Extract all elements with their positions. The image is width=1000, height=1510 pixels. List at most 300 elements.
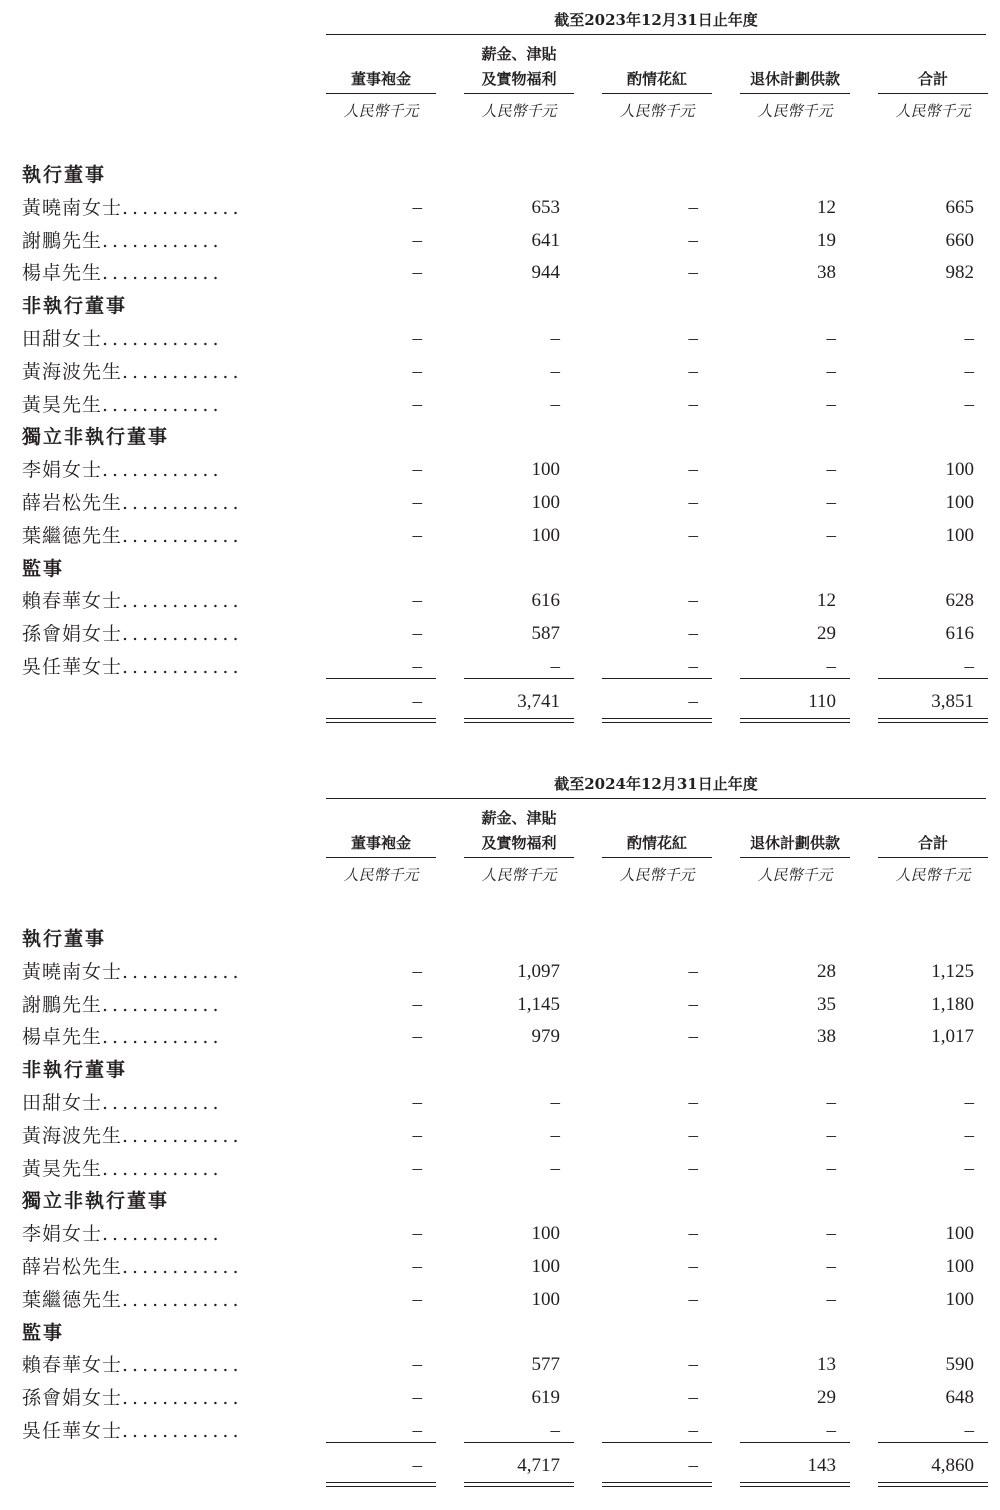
value-cell: –	[412, 328, 422, 349]
section-title: 執行董事	[22, 928, 107, 950]
value-cell: –	[688, 196, 698, 218]
total-cell: 143	[807, 1455, 836, 1476]
column-header-line2: 董事袍金	[350, 70, 411, 88]
value-cell: –	[688, 492, 698, 513]
value-cell: 12	[817, 196, 836, 218]
leader-dots: ............	[102, 262, 223, 285]
director-name: 黃曉南女士	[22, 960, 123, 983]
total-cell: –	[688, 1455, 698, 1476]
value-cell: 100	[531, 459, 560, 481]
value-cell: –	[964, 328, 974, 349]
value-cell: –	[688, 1223, 698, 1245]
value-cell: 12	[817, 590, 836, 612]
table-row	[0, 1122, 1000, 1150]
table-row	[0, 358, 1000, 386]
value-cell: –	[412, 960, 422, 982]
row-label	[22, 456, 290, 484]
value-cell: 628	[945, 590, 974, 612]
total-double-rule	[464, 718, 574, 723]
column-header-rule	[878, 857, 988, 858]
leader-dots: ............	[122, 492, 243, 514]
column-unit: 人民幣千元	[757, 866, 833, 884]
value-cell: –	[412, 1354, 422, 1376]
value-cell: 35	[817, 993, 836, 1015]
value-cell: –	[688, 656, 698, 677]
column-header	[326, 40, 436, 92]
period-heading: 截至2023年12月31日止年度	[554, 11, 758, 29]
value-cell: 1,097	[517, 960, 560, 982]
value-cell: –	[826, 1420, 836, 1441]
column-unit: 人民幣千元	[481, 102, 557, 120]
value-cell: –	[688, 393, 698, 415]
value-cell: –	[688, 262, 698, 284]
row-label	[22, 1155, 290, 1183]
value-cell: –	[826, 1256, 836, 1277]
value-cell: 19	[817, 229, 836, 251]
column-header-line2: 及實物福利	[481, 70, 557, 88]
column-unit: 人民幣千元	[757, 102, 833, 120]
value-cell: 100	[531, 1288, 560, 1310]
total-double-rule	[878, 1482, 988, 1487]
row-label	[22, 391, 290, 419]
row-label	[22, 1089, 290, 1117]
value-cell: –	[412, 1157, 422, 1179]
value-cell: –	[688, 328, 698, 349]
column-header-line2: 酌情花紅	[626, 70, 687, 88]
column-header-rule	[326, 93, 436, 94]
column-unit: 人民幣千元	[343, 866, 419, 884]
director-name: 葉繼德先生	[22, 1288, 123, 1311]
value-cell: –	[412, 1288, 422, 1310]
total-cell: 3,851	[931, 691, 974, 712]
value-cell: –	[550, 360, 560, 382]
column-header-line2: 酌情花紅	[626, 834, 687, 852]
column-header	[464, 40, 574, 92]
table-row	[0, 587, 1000, 615]
value-cell: 619	[531, 1387, 560, 1409]
row-label	[22, 1417, 290, 1445]
section-title: 監事	[22, 557, 65, 580]
subtotal-rule	[878, 1442, 988, 1443]
table-row	[0, 620, 1000, 648]
total-double-rule	[740, 1482, 850, 1487]
value-cell: –	[412, 656, 422, 677]
table-row	[0, 325, 1000, 353]
leader-dots: ............	[122, 1288, 243, 1311]
section-title: 非執行董事	[22, 295, 128, 318]
value-cell: –	[550, 393, 560, 415]
director-name: 賴春華女士	[22, 590, 123, 613]
director-name: 李娟女士	[22, 459, 103, 482]
value-cell: –	[688, 1288, 698, 1310]
value-cell: –	[826, 360, 836, 382]
value-cell: 38	[817, 262, 836, 284]
subtotal-rule	[602, 1442, 712, 1443]
row-label	[22, 1351, 290, 1379]
value-cell: –	[412, 1387, 422, 1409]
value-cell: 28	[817, 960, 836, 982]
table-row	[0, 1220, 1000, 1248]
director-name: 吳任華女士	[22, 1420, 123, 1442]
row-label	[22, 587, 290, 615]
value-cell: 641	[531, 229, 560, 251]
value-cell: –	[412, 229, 422, 251]
value-cell: –	[688, 524, 698, 546]
total-cell: –	[412, 1455, 422, 1476]
subtotal-rule	[464, 1442, 574, 1443]
value-cell: –	[688, 229, 698, 251]
column-unit: 人民幣千元	[481, 866, 557, 884]
leader-dots: ............	[122, 1124, 243, 1147]
value-cell: –	[412, 1420, 422, 1441]
total-double-rule	[740, 718, 850, 723]
value-cell: –	[826, 328, 836, 349]
value-cell: –	[412, 1092, 422, 1113]
leader-dots: ............	[122, 1354, 243, 1377]
total-double-rule	[326, 1482, 436, 1487]
column-header-rule	[602, 93, 712, 94]
value-cell: –	[964, 1092, 974, 1113]
director-name: 孫會娟女士	[22, 623, 123, 646]
value-cell: –	[412, 196, 422, 218]
table-row	[0, 391, 1000, 419]
column-header-rule	[602, 857, 712, 858]
table-row	[0, 1417, 1000, 1445]
value-cell: 1,145	[517, 993, 560, 1015]
column-header-rule	[326, 857, 436, 858]
column-header	[326, 804, 436, 856]
subtotal-rule	[326, 1442, 436, 1443]
column-header-line2: 合計	[917, 834, 948, 852]
row-label	[22, 958, 290, 986]
value-cell: –	[826, 1092, 836, 1113]
total-cell: 110	[808, 691, 836, 712]
value-cell: –	[550, 1157, 560, 1179]
value-cell: –	[688, 1157, 698, 1179]
value-cell: –	[964, 1124, 974, 1146]
director-name: 黃曉南女士	[22, 196, 123, 219]
value-cell: –	[688, 1387, 698, 1409]
value-cell: 979	[531, 1026, 560, 1048]
table-row	[0, 1384, 1000, 1412]
leader-dots: ............	[122, 360, 243, 383]
leader-dots: ............	[102, 328, 223, 350]
column-header-line1: 薪金、津貼	[481, 45, 557, 63]
row-label	[22, 194, 290, 222]
value-cell: –	[688, 623, 698, 645]
value-cell: 13	[817, 1354, 836, 1376]
column-header-line2: 及實物福利	[481, 834, 557, 852]
column-header	[878, 40, 988, 92]
leader-dots: ............	[122, 623, 243, 646]
row-label	[22, 1220, 290, 1248]
leader-dots: ............	[122, 656, 243, 678]
value-cell: –	[688, 590, 698, 612]
value-cell: –	[412, 360, 422, 382]
value-cell: –	[550, 1420, 560, 1441]
leader-dots: ............	[102, 1092, 223, 1114]
column-unit: 人民幣千元	[619, 102, 695, 120]
director-name: 謝鵬先生	[22, 229, 103, 252]
row-label	[22, 991, 290, 1019]
subtotal-rule	[740, 678, 850, 679]
column-header-rule	[464, 93, 574, 94]
row-label	[22, 1023, 290, 1051]
total-cell: 3,741	[517, 691, 560, 712]
value-cell: –	[550, 1092, 560, 1113]
director-name: 田甜女士	[22, 1092, 103, 1114]
column-header-line2: 合計	[917, 70, 948, 88]
value-cell: 100	[945, 1256, 974, 1277]
leader-dots: ............	[102, 993, 223, 1016]
value-cell: 1,017	[931, 1026, 974, 1048]
value-cell: –	[826, 1124, 836, 1146]
total-cell: –	[412, 691, 422, 712]
director-name: 孫會娟女士	[22, 1387, 123, 1410]
value-cell: 665	[945, 196, 974, 218]
director-name: 賴春華女士	[22, 1354, 123, 1377]
director-name: 楊卓先生	[22, 262, 103, 285]
value-cell: –	[412, 393, 422, 415]
section-title: 執行董事	[22, 164, 107, 186]
row-label	[22, 259, 290, 287]
section-title: 非執行董事	[22, 1059, 128, 1082]
value-cell: –	[412, 1026, 422, 1048]
value-cell: –	[412, 993, 422, 1015]
value-cell: –	[964, 393, 974, 415]
period-rule	[326, 34, 986, 35]
value-cell: 38	[817, 1026, 836, 1048]
value-cell: –	[412, 590, 422, 612]
value-cell: –	[688, 1420, 698, 1441]
row-label	[22, 620, 290, 648]
director-name: 黃昊先生	[22, 1157, 103, 1180]
value-cell: –	[826, 1157, 836, 1179]
value-cell: 100	[531, 524, 560, 546]
value-cell: –	[826, 393, 836, 415]
total-cell: 4,860	[931, 1455, 974, 1476]
value-cell: –	[964, 1157, 974, 1179]
total-row	[0, 1452, 1000, 1480]
leader-dots: ............	[102, 393, 223, 416]
row-label	[22, 1286, 290, 1314]
leader-dots: ............	[102, 459, 223, 482]
table-row	[0, 1351, 1000, 1379]
table-row	[0, 1253, 1000, 1281]
value-cell: –	[550, 656, 560, 677]
value-cell: –	[688, 1354, 698, 1376]
row-label	[22, 653, 290, 681]
table-row	[0, 958, 1000, 986]
row-label	[22, 1122, 290, 1150]
table-row	[0, 227, 1000, 255]
column-header-rule	[464, 857, 574, 858]
value-cell: 616	[531, 590, 560, 612]
column-unit: 人民幣千元	[895, 102, 971, 120]
director-name: 楊卓先生	[22, 1026, 103, 1049]
leader-dots: ............	[122, 1256, 243, 1278]
column-header-line2: 退休計劃供款	[749, 70, 840, 88]
subtotal-rule	[878, 678, 988, 679]
value-cell: 587	[531, 623, 560, 645]
leader-dots: ............	[122, 1387, 243, 1410]
leader-dots: ............	[122, 196, 243, 219]
director-name: 黃昊先生	[22, 393, 103, 416]
section-title: 獨立非執行董事	[22, 426, 170, 449]
value-cell: –	[550, 328, 560, 349]
table-row	[0, 653, 1000, 681]
value-cell: 982	[945, 262, 974, 284]
value-cell: –	[688, 1092, 698, 1113]
table-row	[0, 194, 1000, 222]
table-row	[0, 1089, 1000, 1117]
value-cell: –	[688, 960, 698, 982]
leader-dots: ............	[102, 1223, 223, 1246]
value-cell: 577	[531, 1354, 560, 1376]
value-cell: –	[688, 1026, 698, 1048]
director-name: 李娟女士	[22, 1223, 103, 1246]
row-label	[22, 358, 290, 386]
section-title: 獨立非執行董事	[22, 1190, 170, 1213]
value-cell: 660	[945, 229, 974, 251]
subtotal-rule	[464, 678, 574, 679]
value-cell: –	[826, 1223, 836, 1245]
value-cell: 29	[817, 623, 836, 645]
column-header-rule	[740, 857, 850, 858]
value-cell: –	[550, 1124, 560, 1146]
section-title: 監事	[22, 1321, 65, 1344]
table-row	[0, 259, 1000, 287]
table-row	[0, 456, 1000, 484]
value-cell: 100	[945, 1288, 974, 1310]
value-cell: –	[412, 1223, 422, 1245]
value-cell: 653	[531, 196, 560, 218]
value-cell: –	[826, 524, 836, 546]
value-cell: 100	[531, 1256, 560, 1277]
column-unit: 人民幣千元	[343, 102, 419, 120]
director-name: 黃海波先生	[22, 360, 123, 383]
column-header-rule	[878, 93, 988, 94]
value-cell: –	[412, 623, 422, 645]
value-cell: 590	[945, 1354, 974, 1376]
leader-dots: ............	[122, 960, 243, 983]
total-double-rule	[602, 1482, 712, 1487]
value-cell: 100	[531, 1223, 560, 1245]
value-cell: –	[412, 524, 422, 546]
table-row	[0, 1155, 1000, 1183]
value-cell: –	[826, 656, 836, 677]
subtotal-rule	[602, 678, 712, 679]
column-header-line1: 薪金、津貼	[481, 809, 557, 827]
value-cell: –	[964, 656, 974, 677]
row-label	[22, 227, 290, 255]
period-heading: 截至2024年12月31日止年度	[554, 775, 758, 793]
value-cell: 1,125	[931, 960, 974, 982]
value-cell: –	[412, 1124, 422, 1146]
total-double-rule	[878, 718, 988, 723]
value-cell: –	[826, 492, 836, 513]
value-cell: 100	[945, 492, 974, 513]
total-double-rule	[326, 718, 436, 723]
value-cell: 29	[817, 1387, 836, 1409]
value-cell: –	[412, 459, 422, 481]
table-row	[0, 522, 1000, 550]
total-row	[0, 688, 1000, 716]
value-cell: 100	[945, 459, 974, 481]
column-header	[878, 804, 988, 856]
column-unit: 人民幣千元	[619, 866, 695, 884]
value-cell: –	[412, 492, 422, 513]
row-label	[22, 325, 290, 353]
total-cell: 4,717	[517, 1455, 560, 1476]
column-header	[602, 804, 712, 856]
total-cell: –	[688, 691, 698, 712]
column-header-rule	[740, 93, 850, 94]
column-header	[602, 40, 712, 92]
column-unit: 人民幣千元	[895, 866, 971, 884]
leader-dots: ............	[102, 1026, 223, 1049]
table-row	[0, 1286, 1000, 1314]
leader-dots: ............	[102, 1157, 223, 1180]
period-rule	[326, 798, 986, 799]
value-cell: 100	[531, 492, 560, 513]
leader-dots: ............	[102, 229, 223, 252]
row-label	[22, 1253, 290, 1281]
value-cell: 616	[945, 623, 974, 645]
value-cell: 1,180	[931, 993, 974, 1015]
column-header	[464, 804, 574, 856]
value-cell: –	[964, 1420, 974, 1441]
director-name: 薛岩松先生	[22, 1256, 123, 1278]
value-cell: –	[688, 993, 698, 1015]
value-cell: –	[688, 1256, 698, 1277]
director-name: 葉繼德先生	[22, 524, 123, 547]
column-header-line2: 退休計劃供款	[749, 834, 840, 852]
leader-dots: ............	[122, 1420, 243, 1442]
table-row	[0, 489, 1000, 517]
value-cell: –	[826, 459, 836, 481]
value-cell: 648	[945, 1387, 974, 1409]
column-header	[740, 40, 850, 92]
subtotal-rule	[740, 1442, 850, 1443]
director-name: 田甜女士	[22, 328, 103, 350]
column-header-line2: 董事袍金	[350, 834, 411, 852]
column-header	[740, 804, 850, 856]
director-name: 黃海波先生	[22, 1124, 123, 1147]
total-double-rule	[464, 1482, 574, 1487]
subtotal-rule	[326, 678, 436, 679]
director-name: 吳任華女士	[22, 656, 123, 678]
value-cell: –	[412, 1256, 422, 1277]
value-cell: –	[688, 360, 698, 382]
director-name: 謝鵬先生	[22, 993, 103, 1016]
value-cell: –	[688, 459, 698, 481]
total-double-rule	[602, 718, 712, 723]
value-cell: –	[964, 360, 974, 382]
value-cell: –	[412, 262, 422, 284]
value-cell: –	[826, 1288, 836, 1310]
table-row	[0, 991, 1000, 1019]
director-name: 薛岩松先生	[22, 492, 123, 514]
row-label	[22, 522, 290, 550]
row-label	[22, 1384, 290, 1412]
value-cell: 944	[531, 262, 560, 284]
value-cell: 100	[945, 1223, 974, 1245]
leader-dots: ............	[122, 590, 243, 613]
table-row	[0, 1023, 1000, 1051]
value-cell: –	[688, 1124, 698, 1146]
value-cell: 100	[945, 524, 974, 546]
